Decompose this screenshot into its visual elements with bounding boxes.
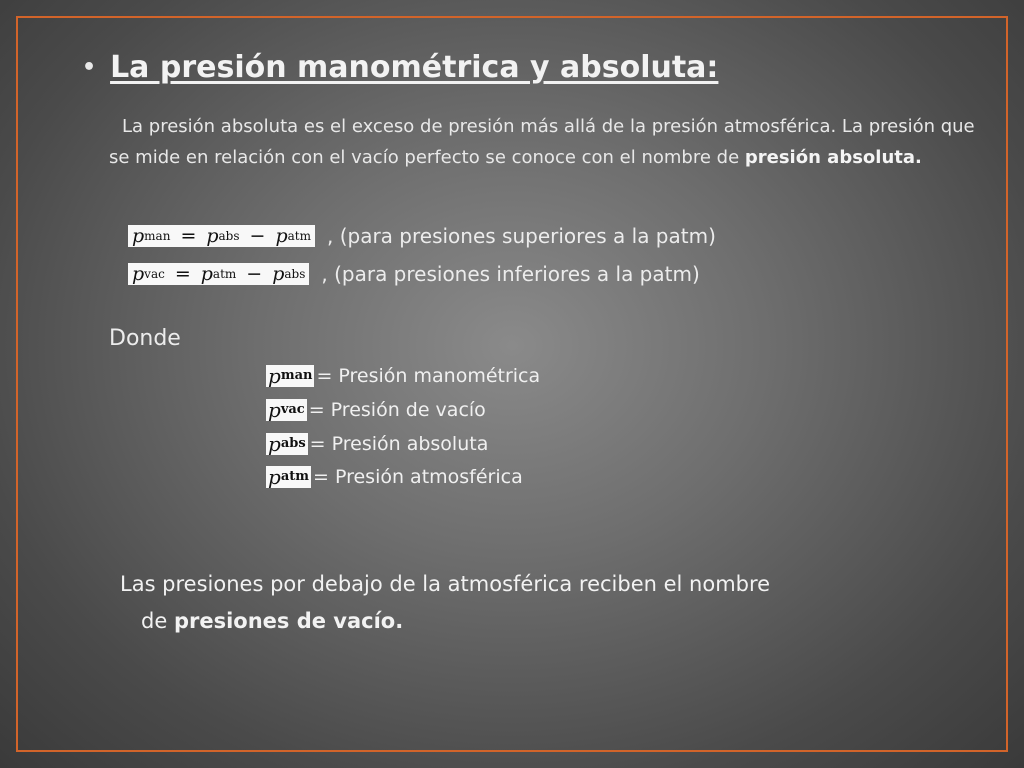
definition-row-vac <box>266 399 486 421</box>
paragraph-end: . <box>915 147 922 168</box>
definition-row-atm <box>266 466 523 488</box>
footer-line-2: de presiones de vacío. <box>141 609 404 633</box>
definition-row-man <box>266 365 540 387</box>
equation-row-vac <box>128 262 700 286</box>
symbol-p-man: p man <box>268 364 313 388</box>
paragraph-text: La presión absoluta es el exceso de presión más allá de la presión atmosférica. La presión que se mide en relación con el vacío perfecto se conoce con el nombre de <box>109 116 975 168</box>
footer-line-1: Las presiones por debajo de la atmosférica reciben el nombre <box>120 572 771 596</box>
equation-image-man: p man = p abs − p atm <box>128 225 315 247</box>
definition-text-abs: = Presión absoluta <box>309 433 489 455</box>
definition-row-abs <box>266 433 488 455</box>
symbol-p-vac: p vac <box>268 398 305 422</box>
paragraph-bold: presión absoluta <box>744 147 916 168</box>
bullet: • <box>82 55 97 80</box>
slide-title: La presión manométrica y absoluta: <box>110 50 719 85</box>
symbol-p-atm: p atm <box>268 465 309 489</box>
definition-text-man: = Presión manométrica <box>316 365 541 387</box>
symbol-p-abs: p abs <box>268 432 306 456</box>
footer-note <box>120 566 770 640</box>
footer-bold: presiones de vacío. <box>173 609 404 633</box>
equation-note-vac: , (para presiones inferiores a la patm) <box>321 262 700 286</box>
slide-title-row <box>82 50 718 85</box>
definition-paragraph <box>109 111 989 173</box>
definition-text-atm: = Presión atmosférica <box>313 466 523 488</box>
equation-image-vac: p vac = p atm − p abs <box>128 263 309 285</box>
donde-label: Donde <box>109 326 181 351</box>
equation-row-man <box>128 224 716 248</box>
definition-text-vac: = Presión de vacío <box>308 399 486 421</box>
equation-note-man: , (para presiones superiores a la patm) <box>326 224 716 248</box>
